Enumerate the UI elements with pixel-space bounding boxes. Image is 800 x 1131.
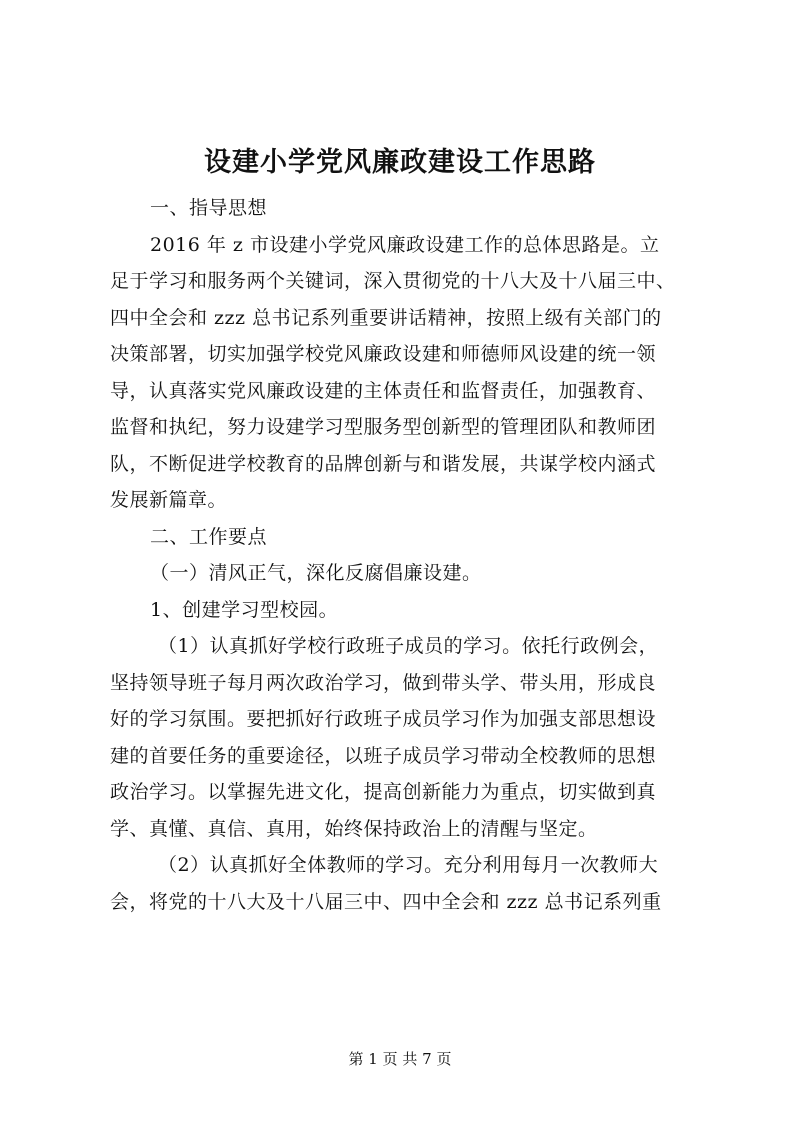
paragraph-line: 2016 年 z 市设建小学党风廉政设建工作的总体思路是。立 — [150, 233, 660, 256]
subsection-heading: （一）清风正气，深化反腐倡廉设建。 — [150, 562, 482, 584]
item-heading: 1、创建学习型校园。 — [150, 598, 339, 621]
section-heading-2: 二、工作要点 — [150, 525, 268, 548]
paragraph-line: （2）认真抓好全体教师的学习。充分利用每月一次教师大 — [158, 854, 659, 876]
paragraph-line: 会，将党的十八大及十八届三中、四中全会和 zzz 总书记系列重 — [110, 890, 662, 913]
paragraph-line: （1）认真抓好学校行政班子成员的学习。依托行政例会， — [158, 635, 659, 657]
paragraph-line: 政治学习。以掌握先进文化，提高创新能力为重点，切实做到真 — [110, 781, 657, 803]
paragraph-line: 导，认真落实党风廉政设建的主体责任和监督责任，加强教育、 — [110, 379, 657, 402]
page-number: 第 1 页 共 7 页 — [348, 1050, 452, 1068]
document-title: 设建小学党风廉政建设工作思路 — [204, 147, 596, 178]
paragraph-line: 监督和执纪，努力设建学习型服务型创新型的管理团队和教师团 — [110, 416, 657, 438]
paragraph-line: 建的首要任务的重要途径，以班子成员学习带动全校教师的思想 — [110, 744, 657, 767]
paragraph-line: 学、真懂、真信、真用，始终保持政治上的清醒与坚定。 — [110, 817, 598, 840]
paragraph-line: 决策部署，切实加强学校党风廉政设建和师德师风设建的统一领 — [110, 343, 657, 365]
paragraph-line: 四中全会和 zzz 总书记系列重要讲话精神，按照上级有关部门的 — [110, 306, 662, 329]
paragraph-line: 发展新篇章。 — [110, 489, 228, 511]
paragraph-line: 足于学习和服务两个关键词，深入贯彻党的十八大及十八届三中、 — [110, 270, 676, 292]
document-body — [110, 190, 700, 920]
section-heading-1: 一、指导思想 — [150, 197, 268, 219]
paragraph-line: 好的学习氛围。要把抓好行政班子成员学习作为加强支部思想设 — [110, 708, 657, 730]
paragraph-line: 坚持领导班子每月两次政治学习，做到带头学、带头用，形成良 — [110, 671, 657, 694]
paragraph-line: 队，不断促进学校教育的品牌创新与和谐发展，共谋学校内涵式 — [110, 452, 657, 475]
